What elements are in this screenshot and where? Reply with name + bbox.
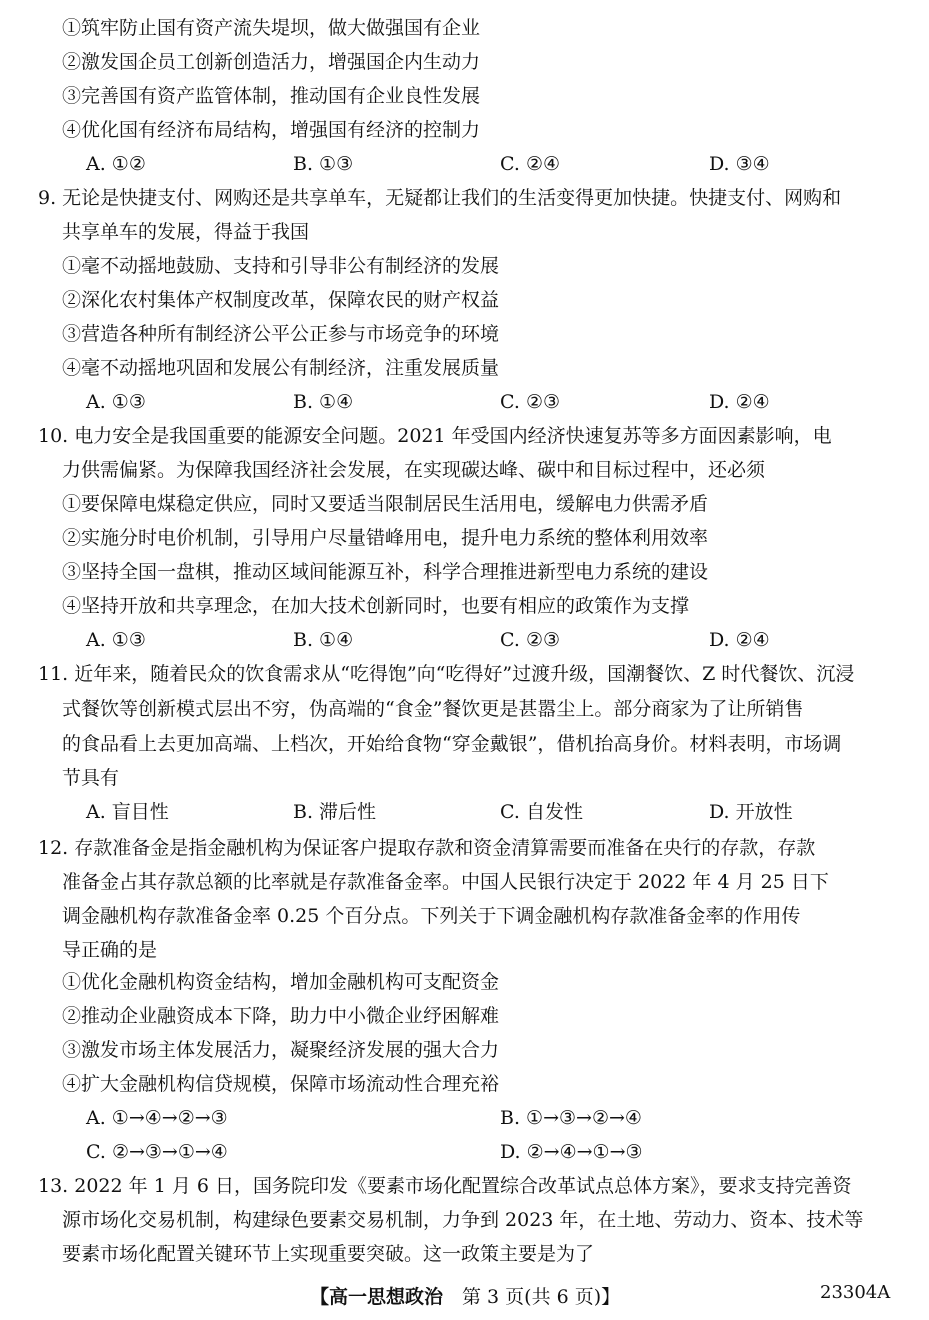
q11-stem-1: 11. 近年来，随着民众的饮食需求从“吃得饱”向“吃得好”过渡升级，国潮餐饮、Z 时代餐饮、沉浸 bbox=[38, 663, 855, 685]
q10-option-d: D. ②④ bbox=[709, 629, 770, 651]
q10-item-1: ①要保障电煤稳定供应，同时又要适当限制居民生活用电，缓解电力供需矛盾 bbox=[62, 493, 709, 515]
q8-item-3: ③完善国有资产监管体制，推动国有企业良性发展 bbox=[62, 85, 481, 107]
q9-option-c: C. ②③ bbox=[500, 391, 561, 413]
q12-item-3: ③激发市场主体发展活力，凝聚经济发展的强大合力 bbox=[62, 1039, 500, 1061]
q9-option-a: A. ①③ bbox=[86, 391, 146, 413]
q8-item-4: ④优化国有经济布局结构，增强国有经济的控制力 bbox=[62, 119, 481, 141]
q11-stem-3: 的食品看上去更加高端、上档次，开始给食物“穿金戴银”，借机抬高身价。材料表明，市场调 bbox=[62, 733, 842, 755]
q12-item-2: ②推动企业融资成本下降，助力中小微企业纾困解难 bbox=[62, 1005, 500, 1027]
q12-item-1: ①优化金融机构资金结构，增加金融机构可支配资金 bbox=[62, 971, 500, 993]
footer-code: 23304A bbox=[820, 1282, 891, 1303]
q9-option-d: D. ②④ bbox=[709, 391, 770, 413]
q11-stem-4: 节具有 bbox=[62, 767, 120, 789]
q12-option-b: B. ①→③→②→④ bbox=[500, 1107, 642, 1129]
q9-item-4: ④毫不动摇地巩固和发展公有制经济，注重发展质量 bbox=[62, 357, 500, 379]
q10-option-a: A. ①③ bbox=[86, 629, 146, 651]
q12-option-c: C. ②→③→①→④ bbox=[86, 1141, 228, 1163]
q10-item-2: ②实施分时电价机制，引导用户尽量错峰用电，提升电力系统的整体利用效率 bbox=[62, 527, 709, 549]
q12-stem-2: 准备金占其存款总额的比率就是存款准备金率。中国人民银行决定于 2022 年 4 月 25 日下 bbox=[62, 871, 829, 893]
q12-stem-3: 调金融机构存款准备金率 0.25 个百分点。下列关于下调金融机构存款准备金率的作用传 bbox=[62, 905, 801, 927]
q9-stem-1: 9. 无论是快捷支付、网购还是共享单车，无疑都让我们的生活变得更加快捷。快捷支付、网购和 bbox=[38, 187, 842, 209]
footer-page-number: 第 3 页(共 6 页)】 bbox=[462, 1286, 621, 1308]
q11-option-d: D. 开放性 bbox=[709, 801, 793, 823]
q13-stem-2: 源市场化交易机制，构建绿色要素交易机制，力争到 2023 年，在土地、劳动力、资本、技术等 bbox=[62, 1209, 864, 1231]
q8-option-d: D. ③④ bbox=[709, 153, 770, 175]
q10-item-3: ③坚持全国一盘棋，推动区域间能源互补，科学合理推进新型电力系统的建设 bbox=[62, 561, 709, 583]
q12-item-4: ④扩大金融机构信贷规模，保障市场流动性合理充裕 bbox=[62, 1073, 500, 1095]
q8-option-a: A. ①② bbox=[86, 153, 146, 175]
q12-option-d: D. ②→④→①→③ bbox=[500, 1141, 643, 1163]
q9-stem-2: 共享单车的发展，得益于我国 bbox=[62, 221, 310, 243]
q8-item-2: ②激发国企员工创新创造活力，增强国企内生动力 bbox=[62, 51, 481, 73]
q9-item-3: ③营造各种所有制经济公平公正参与市场竞争的环境 bbox=[62, 323, 500, 345]
footer-subject: 【高一思想政治 bbox=[310, 1286, 444, 1308]
q10-item-4: ④坚持开放和共享理念，在加大技术创新同时，也要有相应的政策作为支撑 bbox=[62, 595, 690, 617]
q11-option-a: A. 盲目性 bbox=[86, 801, 169, 823]
q8-option-c: C. ②④ bbox=[500, 153, 561, 175]
q12-option-a: A. ①→④→②→③ bbox=[86, 1107, 228, 1129]
q11-stem-2: 式餐饮等创新模式层出不穷，伪高端的“食金”餐饮更是甚嚣尘上。部分商家为了让所销售 bbox=[62, 698, 804, 720]
q10-option-b: B. ①④ bbox=[293, 629, 354, 651]
q12-stem-1: 12. 存款准备金是指金融机构为保证客户提取存款和资金清算需要而准备在央行的存款，存款 bbox=[38, 837, 816, 859]
q13-stem-3: 要素市场化配置关键环节上实现重要突破。这一政策主要是为了 bbox=[62, 1243, 595, 1265]
q11-option-b: B. 滞后性 bbox=[293, 801, 377, 823]
q11-option-c: C. 自发性 bbox=[500, 801, 583, 823]
q9-item-1: ①毫不动摇地鼓励、支持和引导非公有制经济的发展 bbox=[62, 255, 500, 277]
q13-stem-1: 13. 2022 年 1 月 6 日，国务院印发《要素市场化配置综合改革试点总体方案》，要求支持完善资 bbox=[38, 1175, 852, 1197]
q8-item-1: ①筑牢防止国有资产流失堤坝，做大做强国有企业 bbox=[62, 17, 481, 39]
q8-option-b: B. ①③ bbox=[293, 153, 354, 175]
q12-stem-4: 导正确的是 bbox=[62, 939, 158, 961]
q9-item-2: ②深化农村集体产权制度改革，保障农民的财产权益 bbox=[62, 289, 500, 311]
q10-stem-2: 力供需偏紧。为保障我国经济社会发展，在实现碳达峰、碳中和目标过程中，还必须 bbox=[62, 459, 766, 481]
q9-option-b: B. ①④ bbox=[293, 391, 354, 413]
q10-option-c: C. ②③ bbox=[500, 629, 561, 651]
q10-stem-1: 10. 电力安全是我国重要的能源安全问题。2021 年受国内经济快速复苏等多方面因素影响，电 bbox=[38, 425, 832, 447]
